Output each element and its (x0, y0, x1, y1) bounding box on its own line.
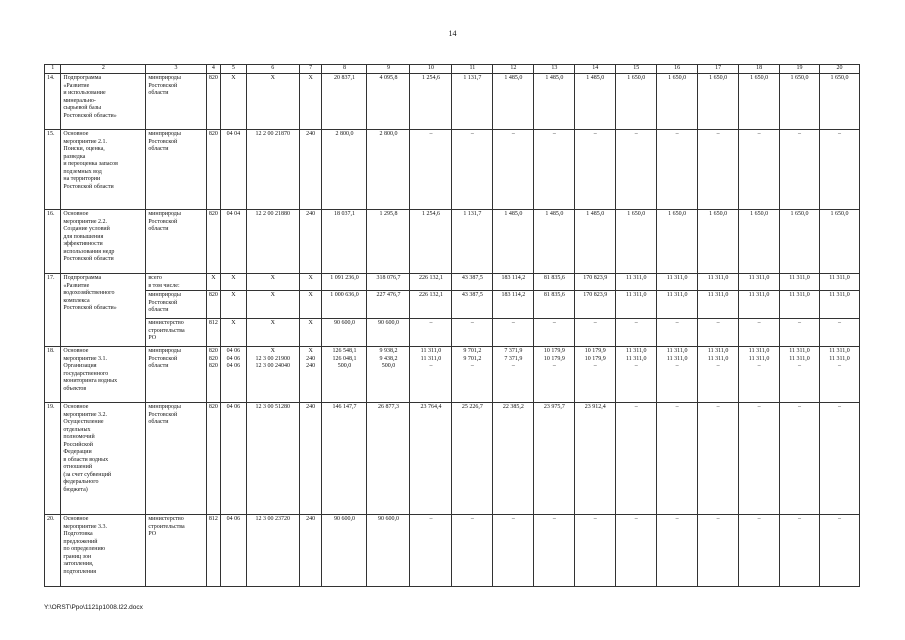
amount-cell: 43 387,5 (452, 274, 493, 291)
grbs-code: 812 (206, 515, 220, 587)
amount-cell: – (698, 403, 739, 515)
table-row (45, 210, 860, 274)
column-number: 20 (819, 65, 859, 74)
amount-cell: – (575, 515, 616, 587)
amount-cell: – (452, 130, 493, 210)
amount-cell: 11 311,0 11 311,0 – (819, 347, 859, 403)
amount-cell: – (534, 130, 575, 210)
amount-cell: 170 823,9 (575, 274, 616, 291)
amount-cell: – (493, 515, 534, 587)
grbs-code: 820 (206, 130, 220, 210)
column-number: 4 (206, 65, 220, 74)
amount-cell: 23 764,4 (410, 403, 452, 515)
csr-code: 12 3 00 23720 (246, 515, 299, 587)
amount-cell: – (819, 403, 859, 515)
amount-cell: – (780, 403, 820, 515)
amount-cell: – (698, 130, 739, 210)
program-name: Подпрограмма «Развитие и использование минерально- сырьевой базы Ростовской области» (61, 74, 146, 130)
column-number: 3 (146, 65, 206, 74)
rzpr-code: Х (221, 291, 247, 319)
column-number: 5 (221, 65, 247, 74)
file-path-footer: Y:\ORST\Ppo\1121p1008.l22.docx (44, 604, 143, 611)
amount-cell: 11 311,0 11 311,0 – (739, 347, 780, 403)
amount-cell: 23 912,4 (575, 403, 616, 515)
amount-cell: 1 650,0 (739, 74, 780, 130)
grbs-code: 812 (206, 319, 220, 347)
amount-cell: 1 650,0 (780, 210, 820, 274)
vr-code: Х (299, 291, 322, 319)
column-number: 2 (61, 65, 146, 74)
amount-cell: 11 311,0 (739, 274, 780, 291)
amount-cell: – (575, 319, 616, 347)
amount-cell: 1 485,0 (493, 210, 534, 274)
table-row (45, 130, 860, 210)
page-number: 14 (448, 29, 457, 38)
amount-cell: 318 076,7 (367, 274, 410, 291)
header-row (45, 65, 860, 74)
rzpr-code: 04 04 (221, 210, 247, 274)
program-name: Основное мероприятие 3.1. Организация государственного мониторинга водных объектов (61, 347, 146, 403)
vr-code: Х (299, 319, 322, 347)
amount-cell: – (410, 515, 452, 587)
csr-code: Х (246, 74, 299, 130)
amount-cell: 227 476,7 (367, 291, 410, 319)
executor: минприроды Ростовской области (146, 210, 206, 274)
rzpr-code: 04 04 (221, 130, 247, 210)
amount-cell: 81 835,6 (534, 274, 575, 291)
amount-cell: 126 548,1 126 048,1 500,0 (322, 347, 367, 403)
column-number: 7 (299, 65, 322, 74)
amount-cell: 4 095,8 (367, 74, 410, 130)
amount-cell: – (780, 130, 820, 210)
vr-code: 240 (299, 515, 322, 587)
amount-cell: 1 131,7 (452, 210, 493, 274)
amount-cell: 1 485,0 (534, 210, 575, 274)
amount-cell: 2 800,0 (367, 130, 410, 210)
vr-code: 240 (299, 130, 322, 210)
program-name: Подпрограмма «Развитие водохозяйственного комплекса Ростовской области» (61, 274, 146, 347)
amount-cell: – (739, 403, 780, 515)
amount-cell: 7 371,9 7 371,9 – (493, 347, 534, 403)
amount-cell: – (739, 319, 780, 347)
amount-cell: 18 037,1 (322, 210, 367, 274)
grbs-code: 820 820 820 (206, 347, 220, 403)
amount-cell: 170 823,9 (575, 291, 616, 319)
amount-cell: 1 650,0 (657, 210, 698, 274)
amount-cell: 11 311,0 (819, 274, 859, 291)
amount-cell: – (657, 130, 698, 210)
amount-cell: 43 387,5 (452, 291, 493, 319)
amount-cell: – (698, 515, 739, 587)
amount-cell: 11 311,0 (657, 274, 698, 291)
csr-code: Х (246, 319, 299, 347)
amount-cell: 81 835,6 (534, 291, 575, 319)
amount-cell: – (452, 515, 493, 587)
amount-cell: 1 650,0 (780, 74, 820, 130)
csr-code: 12 2 00 21870 (246, 130, 299, 210)
amount-cell: 11 311,0 11 311,0 – (616, 347, 657, 403)
amount-cell: – (819, 130, 859, 210)
rzpr-code: Х (221, 274, 247, 291)
amount-cell: – (534, 319, 575, 347)
amount-cell: – (410, 319, 452, 347)
column-number: 1 (45, 65, 61, 74)
grbs-code: 820 (206, 403, 220, 515)
amount-cell: 11 311,0 11 311,0 – (657, 347, 698, 403)
amount-cell: 23 975,7 (534, 403, 575, 515)
amount-cell: 1 485,0 (575, 210, 616, 274)
rzpr-code: 04 06 04 06 04 06 (221, 347, 247, 403)
executor: минприроды Ростовской области (146, 347, 206, 403)
grbs-code: 820 (206, 291, 220, 319)
amount-cell: 1 650,0 (739, 210, 780, 274)
amount-cell: 1 650,0 (616, 74, 657, 130)
amount-cell: 10 179,9 10 179,9 – (575, 347, 616, 403)
program-name: Основное мероприятие 2.1. Поиски, оценка, разведка и переоценка запасов подземных вод на территории Ростовской области (61, 130, 146, 210)
rzpr-code: Х (221, 319, 247, 347)
amount-cell: 1 254,6 (410, 210, 452, 274)
column-number: 13 (534, 65, 575, 74)
amount-cell: 11 311,0 (739, 291, 780, 319)
table-row (45, 347, 860, 403)
executor: минприроды Ростовской области (146, 291, 206, 319)
csr-code: Х 12 3 00 21900 12 3 00 24040 (246, 347, 299, 403)
amount-cell: – (698, 319, 739, 347)
amount-cell: – (575, 130, 616, 210)
amount-cell: 26 877,3 (367, 403, 410, 515)
amount-cell: 1 254,6 (410, 74, 452, 130)
amount-cell: 1 650,0 (819, 74, 859, 130)
row-number: 17. (45, 274, 61, 347)
column-number: 9 (367, 65, 410, 74)
amount-cell: 11 311,0 (616, 274, 657, 291)
csr-code: 12 3 00 51280 (246, 403, 299, 515)
table-row (45, 74, 860, 130)
amount-cell: 9 938,2 9 438,2 500,0 (367, 347, 410, 403)
amount-cell: – (534, 515, 575, 587)
row-number: 15. (45, 130, 61, 210)
executor: всего в том числе: (146, 274, 206, 291)
amount-cell: – (493, 319, 534, 347)
amount-cell: 183 114,2 (493, 291, 534, 319)
row-number: 18. (45, 347, 61, 403)
vr-code: 240 (299, 403, 322, 515)
amount-cell: 11 311,0 11 311,0 – (698, 347, 739, 403)
row-number: 20. (45, 515, 61, 587)
amount-cell: 22 385,2 (493, 403, 534, 515)
vr-code: Х 240 240 (299, 347, 322, 403)
amount-cell: 226 132,1 (410, 274, 452, 291)
executor: министерство строительства РО (146, 319, 206, 347)
vr-code: 240 (299, 210, 322, 274)
amount-cell: 1 650,0 (698, 210, 739, 274)
amount-cell: – (739, 515, 780, 587)
amount-cell: – (616, 130, 657, 210)
amount-cell: – (739, 130, 780, 210)
amount-cell: 11 311,0 (780, 291, 820, 319)
executor: минприроды Ростовской области (146, 74, 206, 130)
amount-cell: – (616, 403, 657, 515)
csr-code: Х (246, 274, 299, 291)
amount-cell: 1 485,0 (534, 74, 575, 130)
grbs-code: Х (206, 274, 220, 291)
executor: минприроды Ростовской области (146, 403, 206, 515)
amount-cell: 1 295,8 (367, 210, 410, 274)
csr-code: 12 2 00 21880 (246, 210, 299, 274)
amount-cell: 25 226,7 (452, 403, 493, 515)
amount-cell: 90 600,0 (367, 319, 410, 347)
executor: министерство строительства РО (146, 515, 206, 587)
column-number: 6 (246, 65, 299, 74)
column-number: 12 (493, 65, 534, 74)
amount-cell: 9 701,2 9 701,2 – (452, 347, 493, 403)
amount-cell: 20 837,1 (322, 74, 367, 130)
amount-cell: – (452, 319, 493, 347)
amount-cell: 1 650,0 (819, 210, 859, 274)
amount-cell: – (410, 130, 452, 210)
amount-cell: 1 485,0 (575, 74, 616, 130)
vr-code: Х (299, 74, 322, 130)
column-number: 15 (616, 65, 657, 74)
row-number: 16. (45, 210, 61, 274)
rzpr-code: 04 06 (221, 403, 247, 515)
rzpr-code: 04 06 (221, 515, 247, 587)
amount-cell: – (657, 319, 698, 347)
amount-cell: – (780, 515, 820, 587)
amount-cell: – (493, 130, 534, 210)
amount-cell: 10 179,9 10 179,9 – (534, 347, 575, 403)
amount-cell: 11 311,0 (698, 291, 739, 319)
table-row (45, 319, 860, 347)
table-row (45, 403, 860, 515)
row-number: 14. (45, 74, 61, 130)
amount-cell: 90 600,0 (322, 319, 367, 347)
amount-cell: 183 114,2 (493, 274, 534, 291)
rzpr-code: Х (221, 74, 247, 130)
vr-code: Х (299, 274, 322, 291)
amount-cell: – (819, 515, 859, 587)
table-row (45, 274, 860, 291)
column-number: 14 (575, 65, 616, 74)
table-row (45, 291, 860, 319)
csr-code: Х (246, 291, 299, 319)
table-row (45, 515, 860, 587)
executor: минприроды Ростовской области (146, 130, 206, 210)
column-number: 8 (322, 65, 367, 74)
column-number: 10 (410, 65, 452, 74)
program-name: Основное мероприятие 3.2. Осуществление отдельных полномочий Российской Федерации в области водных отношений (за счет субвенций федерального бюджета) (61, 403, 146, 515)
column-number: 16 (657, 65, 698, 74)
amount-cell: – (616, 319, 657, 347)
grbs-code: 820 (206, 210, 220, 274)
amount-cell: 90 600,0 (367, 515, 410, 587)
column-number: 19 (780, 65, 820, 74)
amount-cell: – (616, 515, 657, 587)
amount-cell: 11 311,0 (616, 291, 657, 319)
amount-cell: 1 650,0 (698, 74, 739, 130)
column-number: 11 (452, 65, 493, 74)
amount-cell: 11 311,0 (780, 274, 820, 291)
amount-cell: 11 311,0 (698, 274, 739, 291)
amount-cell: 1 650,0 (616, 210, 657, 274)
amount-cell: 1 650,0 (657, 74, 698, 130)
amount-cell: 1 131,7 (452, 74, 493, 130)
amount-cell: 11 311,0 11 311,0 – (410, 347, 452, 403)
column-number: 18 (739, 65, 780, 74)
amount-cell: 11 311,0 (819, 291, 859, 319)
amount-cell: 11 311,0 (657, 291, 698, 319)
amount-cell: 1 000 636,0 (322, 291, 367, 319)
amount-cell: 1 485,0 (493, 74, 534, 130)
amount-cell: 226 132,1 (410, 291, 452, 319)
row-number: 19. (45, 403, 61, 515)
amount-cell: – (657, 403, 698, 515)
column-number: 17 (698, 65, 739, 74)
grbs-code: 820 (206, 74, 220, 130)
amount-cell: – (780, 319, 820, 347)
amount-cell: 90 600,0 (322, 515, 367, 587)
amount-cell: – (819, 319, 859, 347)
program-name: Основное мероприятие 2.2. Создание условий для повышения эффективности использования недр Ростовской области (61, 210, 146, 274)
budget-table (44, 64, 860, 587)
amount-cell: 146 147,7 (322, 403, 367, 515)
amount-cell: 1 091 236,0 (322, 274, 367, 291)
program-name: Основное мероприятие 3.3. Подготовка предложений по определению границ зон затопления, подтопления (61, 515, 146, 587)
amount-cell: 11 311,0 11 311,0 – (780, 347, 820, 403)
amount-cell: – (657, 515, 698, 587)
amount-cell: 2 800,0 (322, 130, 367, 210)
